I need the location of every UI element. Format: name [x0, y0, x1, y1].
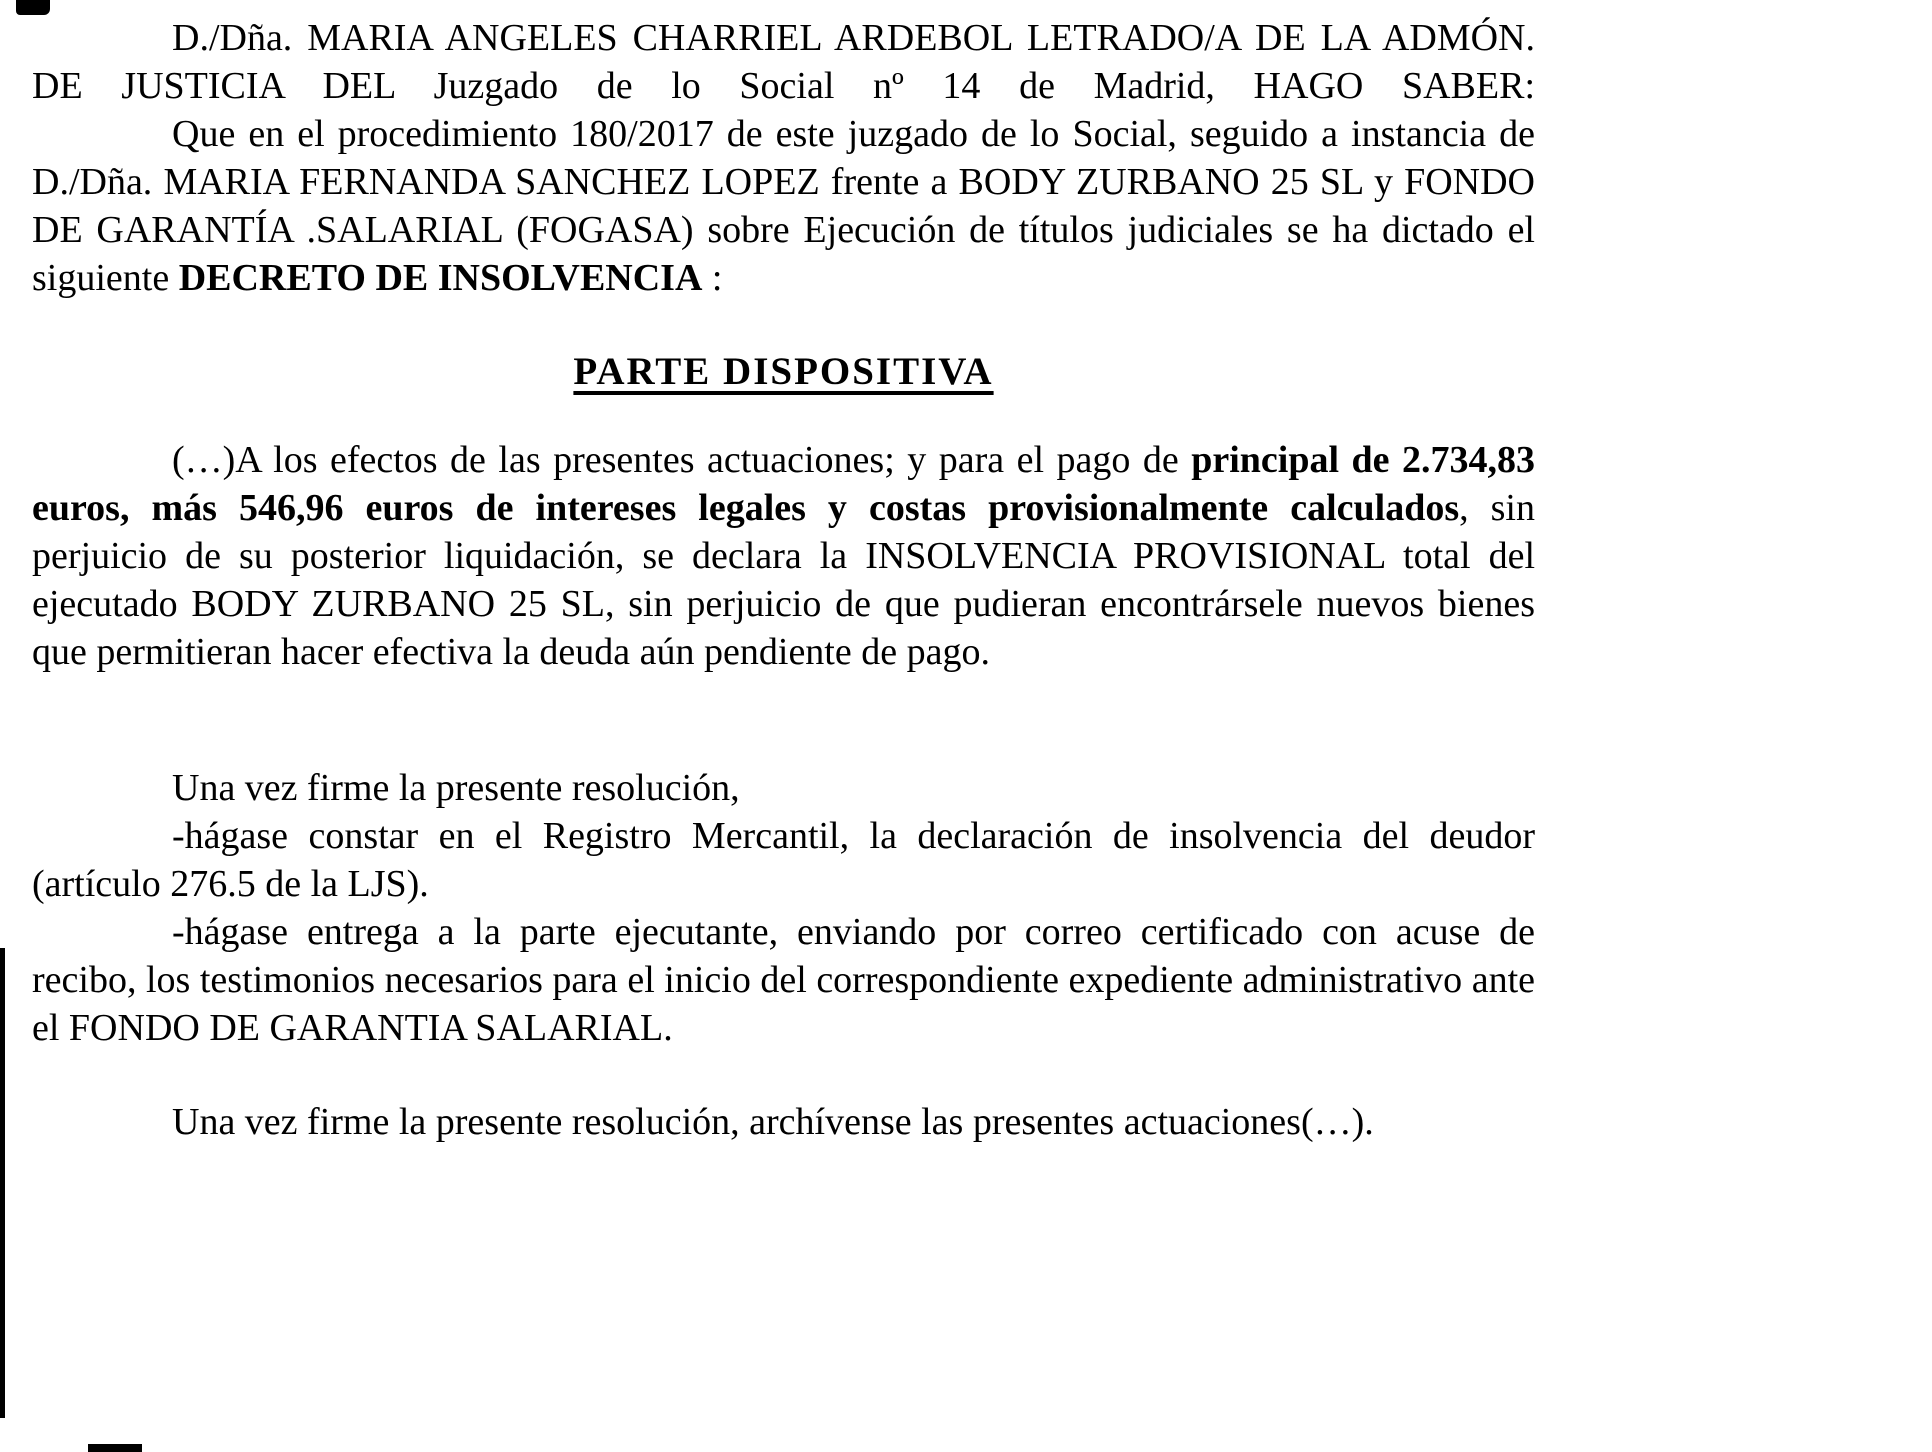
text-run: Que en el procedimiento 180/2017 de este juzgado de lo Social, seguido a instancia de D./Dña. MARIA FERNANDA SANCHEZ LOPEZ frente a BODY ZURBANO 25 SL y FONDO DE GARANTÍA .SALARIAL (FOGASA) sobre Ejecución de títulos judiciales se ha dictado el siguiente — [32, 113, 1535, 299]
paragraph-entrega-fogasa — [32, 908, 1535, 1052]
paragraph-officer-header — [32, 14, 1535, 110]
paragraph-registro-mercantil — [32, 812, 1535, 908]
paragraph-procedure — [32, 110, 1535, 302]
paragraph-firmness-intro — [32, 764, 1535, 812]
section-heading-parte-dispositiva — [32, 348, 1535, 396]
text-run-bold-decreto: DECRETO DE INSOLVENCIA — [178, 257, 703, 299]
text-run: Una vez firme la presente resolución, — [172, 767, 740, 809]
document-body — [32, 14, 1535, 1146]
text-run: D./Dña. MARIA ANGELES CHARRIEL ARDEBOL LETRADO/A DE LA ADMÓN. DE JUSTICIA DEL Juzgado de lo Social nº 14 de Madrid, HAGO SABER: — [32, 17, 1535, 107]
text-run: -hágase entrega a la parte ejecutante, enviando por correo certificado con acuse de recibo, los testimonios necesarios para el inicio del correspondiente expediente administrativo ante el FONDO DE GARANTIA SALARIAL. — [32, 911, 1535, 1049]
scan-artifact-top-left — [16, 0, 50, 15]
paragraph-insolvency-ruling — [32, 436, 1535, 676]
text-run: -hágase constar en el Registro Mercantil, la declaración de insolvencia del deudor (artículo 276.5 de la LJS). — [32, 815, 1535, 905]
text-run: Una vez firme la presente resolución, archívense las presentes actuaciones(…). — [172, 1101, 1374, 1143]
paragraph-archive — [32, 1098, 1535, 1146]
heading-text: PARTE DISPOSITIVA — [573, 350, 994, 393]
text-run: (…)A los efectos de las presentes actuaciones; y para el pago de — [172, 439, 1192, 481]
scan-artifact-left-edge — [0, 948, 5, 1418]
text-run: : — [702, 257, 723, 299]
scan-artifact-bottom-left — [88, 1444, 142, 1452]
text-run: , sin perjuicio de su posterior liquidación, se declara la INSOLVENCIA PROVISIONAL total del ejecutado BODY ZURBANO 25 SL, sin perjuicio de que pudieran encontrársele nuevos bienes que permitieran hacer efectiva la deuda aún pendiente de pago. — [32, 487, 1535, 673]
text-run-bold-amounts: principal de 2.734,83 euros, más 546,96 euros de intereses legales y costas provisionalmente calculados — [32, 439, 1535, 529]
